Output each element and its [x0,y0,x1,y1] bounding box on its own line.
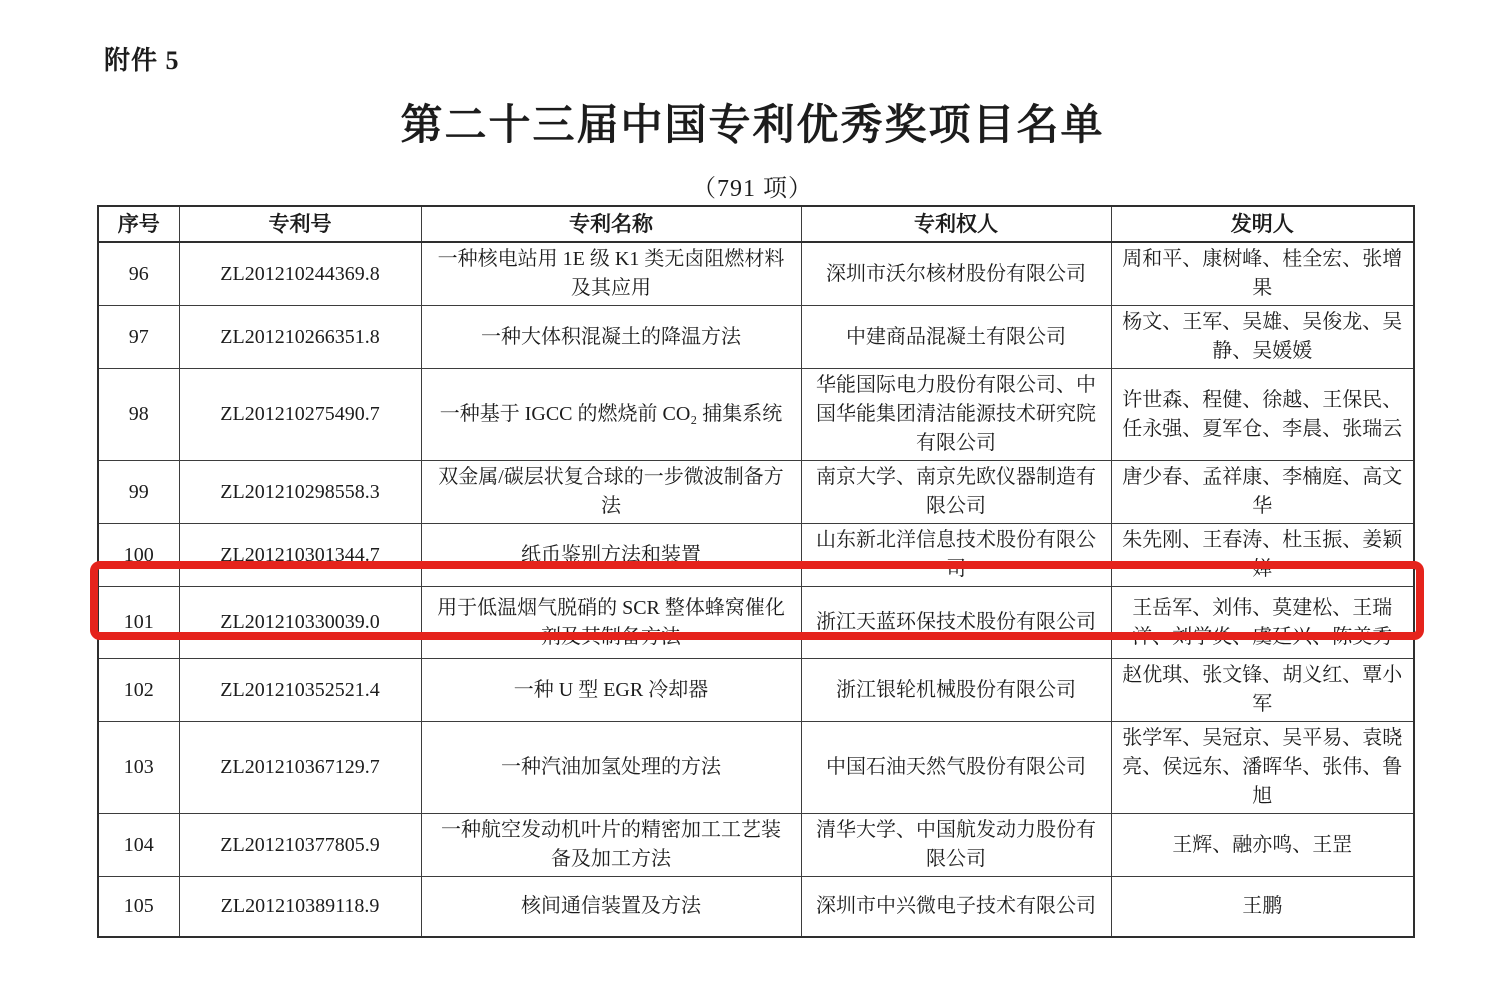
cell-inventors: 王辉、融亦鸣、王罡 [1111,814,1414,877]
header-patentee: 专利权人 [801,206,1111,242]
item-count: （791 项） [692,176,813,202]
cell-seq: 98 [98,369,179,461]
cell-patentee: 中国石油天然气股份有限公司 [801,722,1111,814]
page-title: 第二十三届中国专利优秀奖项目名单 [400,103,1105,149]
cell-inventors: 朱先刚、王春涛、杜玉振、姜颖婵 [1111,524,1414,587]
cell-seq: 104 [98,814,179,877]
cell-patent-name: 用于低温烟气脱硝的 SCR 整体蜂窝催化剂及其制备方法 [421,587,801,659]
cell-patent-no: ZL201210266351.8 [179,306,421,369]
cell-patent-no: ZL201210367129.7 [179,722,421,814]
header-seq: 序号 [98,206,179,242]
cell-inventors: 赵优琪、张文锋、胡义红、覃小军 [1111,659,1414,722]
cell-patent-name: 一种 U 型 EGR 冷却器 [421,659,801,722]
cell-patent-no: ZL201210377805.9 [179,814,421,877]
cell-patentee: 深圳市中兴微电子技术有限公司 [801,877,1111,937]
cell-patentee: 浙江天蓝环保技术股份有限公司 [801,587,1111,659]
cell-seq: 100 [98,524,179,587]
table-row [98,306,1414,369]
cell-inventors: 王鹏 [1111,877,1414,937]
table-row [98,369,1414,461]
cell-patentee: 华能国际电力股份有限公司、中国华能集团清洁能源技术研究院有限公司 [801,369,1111,461]
header-inventors: 发明人 [1111,206,1414,242]
table-row [98,877,1414,937]
patent-table [97,205,1415,938]
cell-seq: 103 [98,722,179,814]
attachment-label: 附件 5 [104,46,180,75]
cell-seq: 99 [98,461,179,524]
cell-patent-name: 一种基于 IGCC 的燃烧前 CO₂ 捕集系统 [421,369,801,461]
cell-patent-no: ZL201210389118.9 [179,877,421,937]
cell-inventors: 杨文、王军、吴雄、吴俊龙、吴静、吴媛媛 [1111,306,1414,369]
cell-patent-name: 一种航空发动机叶片的精密加工工艺装备及加工方法 [421,814,801,877]
cell-patentee: 清华大学、中国航发动力股份有限公司 [801,814,1111,877]
cell-patentee: 中建商品混凝土有限公司 [801,306,1111,369]
table-row [98,242,1414,306]
cell-patent-name: 核间通信装置及方法 [421,877,801,937]
cell-inventors: 王岳军、刘伟、莫建松、王瑞洋、刘学炎、虞廷兴、陈美秀 [1111,587,1414,659]
cell-patent-name: 一种大体积混凝土的降温方法 [421,306,801,369]
cell-patent-no: ZL201210275490.7 [179,369,421,461]
patent-table-body [98,242,1414,937]
cell-patent-name: 双金属/碳层状复合球的一步微波制备方法 [421,461,801,524]
cell-patent-no: ZL201210301344.7 [179,524,421,587]
cell-patent-no: ZL201210352521.4 [179,659,421,722]
cell-patent-no: ZL201210244369.8 [179,242,421,306]
cell-seq: 105 [98,877,179,937]
table-row [98,814,1414,877]
table-header-row [98,206,1414,242]
cell-patent-name: 纸币鉴别方法和装置 [421,524,801,587]
table-row [98,461,1414,524]
cell-seq: 97 [98,306,179,369]
cell-patentee: 浙江银轮机械股份有限公司 [801,659,1111,722]
cell-patentee: 山东新北洋信息技术股份有限公司 [801,524,1111,587]
cell-patent-name: 一种汽油加氢处理的方法 [421,722,801,814]
cell-seq: 101 [98,587,179,659]
cell-patent-no: ZL201210298558.3 [179,461,421,524]
cell-patentee: 深圳市沃尔核材股份有限公司 [801,242,1111,306]
table-row [98,524,1414,587]
table-row [98,659,1414,722]
cell-patent-name: 一种核电站用 1E 级 K1 类无卤阻燃材料及其应用 [421,242,801,306]
cell-inventors: 张学军、吴冠京、吴平易、袁晓亮、侯远东、潘晖华、张伟、鲁旭 [1111,722,1414,814]
cell-patentee: 南京大学、南京先欧仪器制造有限公司 [801,461,1111,524]
cell-inventors: 唐少春、孟祥康、李楠庭、高文华 [1111,461,1414,524]
table-row [98,587,1414,659]
cell-seq: 96 [98,242,179,306]
cell-seq: 102 [98,659,179,722]
cell-inventors: 周和平、康树峰、桂全宏、张增果 [1111,242,1414,306]
cell-patent-no: ZL201210330039.0 [179,587,421,659]
cell-inventors: 许世森、程健、徐越、王保民、任永强、夏军仓、李晨、张瑞云 [1111,369,1414,461]
header-patent-no: 专利号 [179,206,421,242]
table-row [98,722,1414,814]
header-patent-name: 专利名称 [421,206,801,242]
patent-table-head [98,206,1414,242]
